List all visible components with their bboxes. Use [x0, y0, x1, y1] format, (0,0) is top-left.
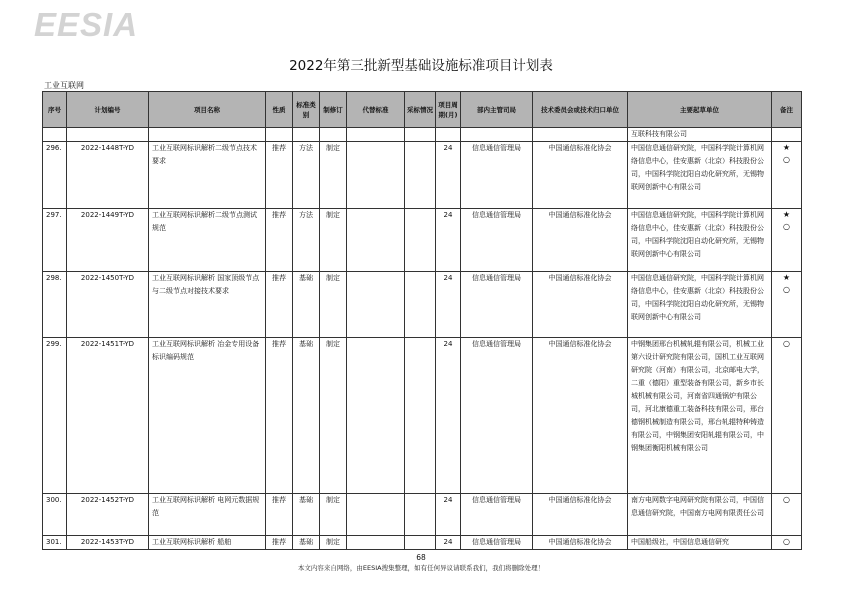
- row-committee: 中国通信标准化协会: [533, 536, 628, 550]
- row-seq: 299.: [43, 338, 67, 494]
- category-label: 工业互联网: [44, 81, 84, 90]
- row-committee: 中国通信标准化协会: [533, 338, 628, 494]
- row-revise: 制定: [320, 338, 347, 494]
- circle-mark: ○: [783, 537, 790, 546]
- row-dept: 信息通信管理局: [461, 338, 533, 494]
- row-drafter: 中国船级社，中国信息通信研究: [628, 536, 772, 550]
- circle-mark: ○: [783, 285, 790, 294]
- row-drafter: 中国信息通信研究院，中国科学院计算机网络信息中心，佳安惠新（北京）科技股份公司，中国科学院沈阳自动化研究所，无锡物联网创新中心有限公司: [628, 142, 772, 209]
- row-std-category: 基础: [293, 272, 320, 338]
- row-dept: 信息通信管理局: [461, 209, 533, 272]
- row-adopt: [405, 272, 436, 338]
- row-std-category: 方法: [293, 142, 320, 209]
- row-replaced: [347, 536, 405, 550]
- header-std-category: 标准类别: [293, 92, 320, 128]
- row-plan-no: 2022-1453T-YD: [67, 536, 149, 550]
- row-replaced: [347, 272, 405, 338]
- row-std-category: 基础: [293, 338, 320, 494]
- row-revise: 制定: [320, 494, 347, 536]
- row-remark: [772, 338, 802, 494]
- row-revise: 制定: [320, 272, 347, 338]
- table-row: [43, 536, 802, 550]
- row-plan-no: 2022-1449T-YD: [67, 209, 149, 272]
- row-drafter: 中钢集团邢台机械轧辊有限公司，机械工业第六设计研究院有限公司，国机工业互联网研究院（河南）有限公司，北京邮电大学，二重（德阳）重型装备有限公司，新乡市长城机械有限公司，河南省四通锅炉有限公司，河北康德重工装备科技有限公司，邢台德钢机械制造有限公司，邢台轧辊特种铸造有限公司，中钢集团安阳轧辊有限公司，中钢集团衡阳机械有限公司: [628, 338, 772, 494]
- header-nature: 性质: [266, 92, 293, 128]
- row-dept: 信息通信管理局: [461, 142, 533, 209]
- row-plan-no: 2022-1452T-YD: [67, 494, 149, 536]
- continuation-drafter: 互联科技有限公司: [628, 128, 772, 142]
- row-seq: 301.: [43, 536, 67, 550]
- row-dept: 信息通信管理局: [461, 494, 533, 536]
- row-drafter: 中国信息通信研究院，中国科学院计算机网络信息中心，佳安惠新（北京）科技股份公司，中国科学院沈阳自动化研究所，无锡物联网创新中心有限公司: [628, 272, 772, 338]
- row-seq: 300.: [43, 494, 67, 536]
- row-name: 工业互联网标识解析二级节点技术要求: [149, 142, 266, 209]
- table-row: [43, 209, 802, 272]
- row-cycle: 24: [436, 142, 461, 209]
- row-cycle: 24: [436, 209, 461, 272]
- row-committee: 中国通信标准化协会: [533, 494, 628, 536]
- row-name: 工业互联网标识解析 电网元数据规范: [149, 494, 266, 536]
- star-mark: ★: [782, 273, 791, 282]
- row-plan-no: 2022-1448T-YD: [67, 142, 149, 209]
- row-seq: 298.: [43, 272, 67, 338]
- circle-mark: ○: [783, 495, 790, 504]
- table-row: [43, 494, 802, 536]
- table-header-row: [43, 92, 802, 128]
- row-replaced: [347, 142, 405, 209]
- row-seq: 297.: [43, 209, 67, 272]
- row-nature: 推荐: [266, 272, 293, 338]
- circle-mark: ○: [783, 339, 790, 348]
- page-title: 2022年第三批新型基础设施标准项目计划表: [289, 58, 553, 74]
- row-committee: 中国通信标准化协会: [533, 209, 628, 272]
- star-mark: ★: [782, 143, 791, 152]
- header-replaced: 代替标准: [347, 92, 405, 128]
- row-adopt: [405, 209, 436, 272]
- row-name: 工业互联网标识解析 国家顶级节点与二级节点对接技术要求: [149, 272, 266, 338]
- row-remark: [772, 536, 802, 550]
- row-adopt: [405, 142, 436, 209]
- row-remark: [772, 209, 802, 272]
- row-cycle: 24: [436, 536, 461, 550]
- standards-plan-table: [42, 91, 802, 550]
- row-nature: 推荐: [266, 536, 293, 550]
- row-adopt: [405, 536, 436, 550]
- row-remark: [772, 142, 802, 209]
- circle-mark: ○: [783, 155, 790, 164]
- footer-note: 本文内容来自网络，由EESIA搜集整理，如有任何异议请联系我们，我们将删除处理！: [297, 564, 545, 572]
- header-drafter: 主要起草单位: [628, 92, 772, 128]
- row-nature: 推荐: [266, 338, 293, 494]
- header-committee: 技术委员会或技术归口单位: [533, 92, 628, 128]
- row-dept: 信息通信管理局: [461, 272, 533, 338]
- row-adopt: [405, 494, 436, 536]
- row-cycle: 24: [436, 494, 461, 536]
- row-dept: 信息通信管理局: [461, 536, 533, 550]
- table-row: [43, 142, 802, 209]
- row-std-category: 基础: [293, 494, 320, 536]
- row-replaced: [347, 338, 405, 494]
- row-name: 工业互联网标识解析 冶金专用设备 标识编码规范: [149, 338, 266, 494]
- header-revise: 制修订: [320, 92, 347, 128]
- page-number: 68: [416, 553, 426, 562]
- row-revise: 制定: [320, 536, 347, 550]
- row-replaced: [347, 209, 405, 272]
- row-name: 工业互联网标识解析 船舶: [149, 536, 266, 550]
- row-drafter: 南方电网数字电网研究院有限公司，中国信息通信研究院，中国南方电网有限责任公司: [628, 494, 772, 536]
- row-adopt: [405, 338, 436, 494]
- row-nature: 推荐: [266, 494, 293, 536]
- row-nature: 推荐: [266, 142, 293, 209]
- row-committee: 中国通信标准化协会: [533, 272, 628, 338]
- header-cycle: 项目周期(月): [436, 92, 461, 128]
- header-adopt: 采标情况: [405, 92, 436, 128]
- row-committee: 中国通信标准化协会: [533, 142, 628, 209]
- row-seq: 296.: [43, 142, 67, 209]
- eesia-logo: EESIA: [34, 6, 139, 43]
- row-cycle: 24: [436, 338, 461, 494]
- row-nature: 推荐: [266, 209, 293, 272]
- header-name: 项目名称: [149, 92, 266, 128]
- table-row: [43, 338, 802, 494]
- circle-mark: ○: [783, 222, 790, 231]
- row-name: 工业互联网标识解析二级节点测试规范: [149, 209, 266, 272]
- row-plan-no: 2022-1451T-YD: [67, 338, 149, 494]
- row-std-category: 方法: [293, 209, 320, 272]
- star-mark: ★: [782, 210, 791, 219]
- row-cycle: 24: [436, 272, 461, 338]
- continuation-row: [43, 128, 802, 142]
- row-revise: 制定: [320, 142, 347, 209]
- row-plan-no: 2022-1450T-YD: [67, 272, 149, 338]
- header-remark: 备注: [772, 92, 802, 128]
- row-drafter: 中国信息通信研究院，中国科学院计算机网络信息中心，佳安惠新（北京）科技股份公司，中国科学院沈阳自动化研究所，无锡物联网创新中心有限公司: [628, 209, 772, 272]
- header-plan-no: 计划编号: [67, 92, 149, 128]
- row-remark: [772, 494, 802, 536]
- header-seq: 序号: [43, 92, 67, 128]
- row-replaced: [347, 494, 405, 536]
- table-row: [43, 272, 802, 338]
- header-dept: 部内主管司局: [461, 92, 533, 128]
- row-std-category: 基础: [293, 536, 320, 550]
- row-revise: 制定: [320, 209, 347, 272]
- row-remark: [772, 272, 802, 338]
